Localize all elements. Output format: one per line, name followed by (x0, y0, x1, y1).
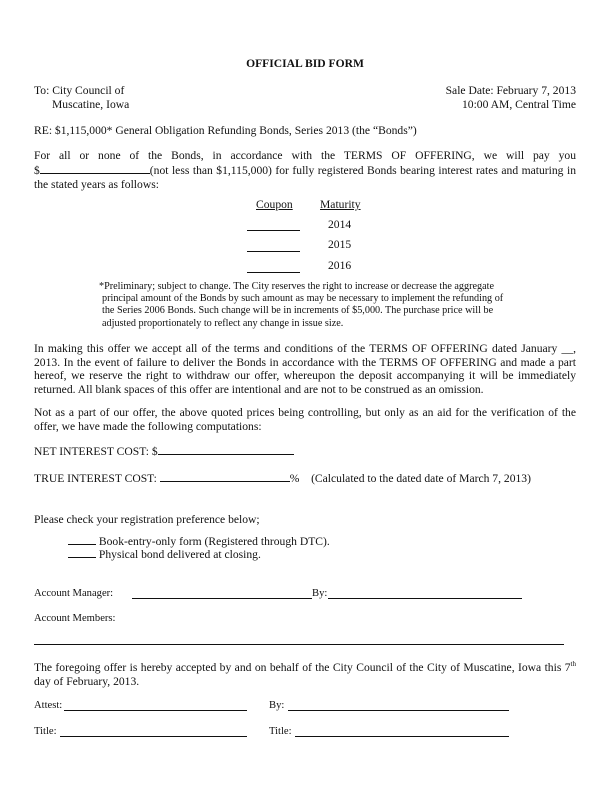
by-blank-2[interactable] (288, 710, 509, 711)
physical-check-blank[interactable] (68, 547, 96, 558)
dollar-sign: $ (34, 164, 40, 177)
attest-blank[interactable] (64, 710, 247, 711)
nic-blank[interactable] (158, 444, 294, 455)
book-entry-label: Book-entry-only form (Registered through DTC). (98, 535, 330, 548)
acceptance-main: The foregoing offer is hereby accepted by and on behalf of the City Council of the City of Muscatine, Iowa this 7 (34, 661, 571, 674)
coupon-header: Coupon (256, 198, 293, 211)
coupon-blank-2015[interactable] (247, 251, 300, 252)
acceptance-end: day of February, 2013. (34, 674, 140, 688)
tic-percent: % (289, 472, 300, 485)
sale-date: Sale Date: February 7, 2013 (445, 84, 576, 97)
maturity-header: Maturity (320, 198, 361, 211)
registration-preference: Please check your registration preference below; (34, 513, 260, 526)
account-members-label: Account Members: (34, 613, 116, 624)
true-interest-cost (34, 471, 531, 486)
by-blank-1[interactable] (328, 598, 522, 599)
coupon-blank-2016[interactable] (247, 272, 300, 273)
by-label-2: By: (269, 700, 285, 711)
sale-time: 10:00 AM, Central Time (461, 98, 576, 111)
net-interest-cost (34, 444, 294, 459)
title-blank-1[interactable] (60, 736, 247, 737)
maturity-2014: 2014 (328, 218, 352, 231)
title-label-2: Title: (269, 726, 292, 737)
para1-text: (not less than $1,115,000) for fully registered Bonds bearing interest rates and maturing in the stated years as follows: (34, 164, 576, 191)
maturity-2015: 2015 (328, 238, 352, 251)
bid-amount-blank[interactable] (40, 163, 150, 174)
para1-rest (34, 163, 576, 191)
para2: In making this offer we accept all of the terms and conditions of the TERMS OF OFFERING dated January __, 2013. In the event of failure to deliver the Bonds in accordance with the TERMS OF OFFERING and made a part hereof, we reserve the right to withdraw our offer, whereupon the deposit accompanying it will be immediately returned. All blank spaces of this offer are intentional and are not to be construed as an omission. (34, 342, 576, 396)
account-manager-blank[interactable] (132, 598, 312, 599)
title-blank-2[interactable] (295, 736, 509, 737)
maturity-2016: 2016 (328, 259, 352, 272)
to-line-2: Muscatine, Iowa (52, 98, 130, 111)
footnote: *Preliminary; subject to change. The City reserves the right to increase or decrease the aggregate principal amount of the Bonds by such amount as may be necessary to implement the refunding of the Series 2006 Bonds. Such change will be in increments of $5,000. The purchase price will be adjusted proportionately to reflect any change in issue size. (99, 281, 504, 329)
account-members-blank[interactable] (34, 644, 564, 645)
title-label-1: Title: (34, 726, 57, 737)
account-manager-label: Account Manager: (34, 588, 114, 599)
acceptance-text (34, 661, 576, 688)
re-line: RE: $1,115,000* General Obligation Refunding Bonds, Series 2013 (the “Bonds”) (34, 124, 417, 137)
to-line-1: To: City Council of (34, 84, 125, 97)
attest-label: Attest: (34, 700, 63, 711)
coupon-blank-2014[interactable] (247, 230, 300, 231)
by-label-1: By: (312, 588, 328, 599)
nic-label: NET INTEREST COST: $ (34, 445, 158, 458)
tic-blank[interactable] (160, 471, 290, 482)
form-title: OFFICIAL BID FORM (246, 57, 364, 70)
book-entry-check-blank[interactable] (68, 534, 96, 545)
para3: Not as a part of our offer, the above quoted prices being controlling, but only as an aid for the verification of the offer, we have made the following computations: (34, 406, 576, 433)
reg-option-physical (68, 547, 261, 562)
tic-note: (Calculated to the dated date of March 7, 2013) (311, 472, 531, 485)
physical-label: Physical bond delivered at closing. (98, 548, 261, 561)
tic-label: TRUE INTEREST COST: (34, 472, 157, 485)
acceptance-sup: th (570, 660, 576, 669)
para1-line1: For all or none of the Bonds, in accordance with the TERMS OF OFFERING, we will pay you (34, 149, 576, 162)
